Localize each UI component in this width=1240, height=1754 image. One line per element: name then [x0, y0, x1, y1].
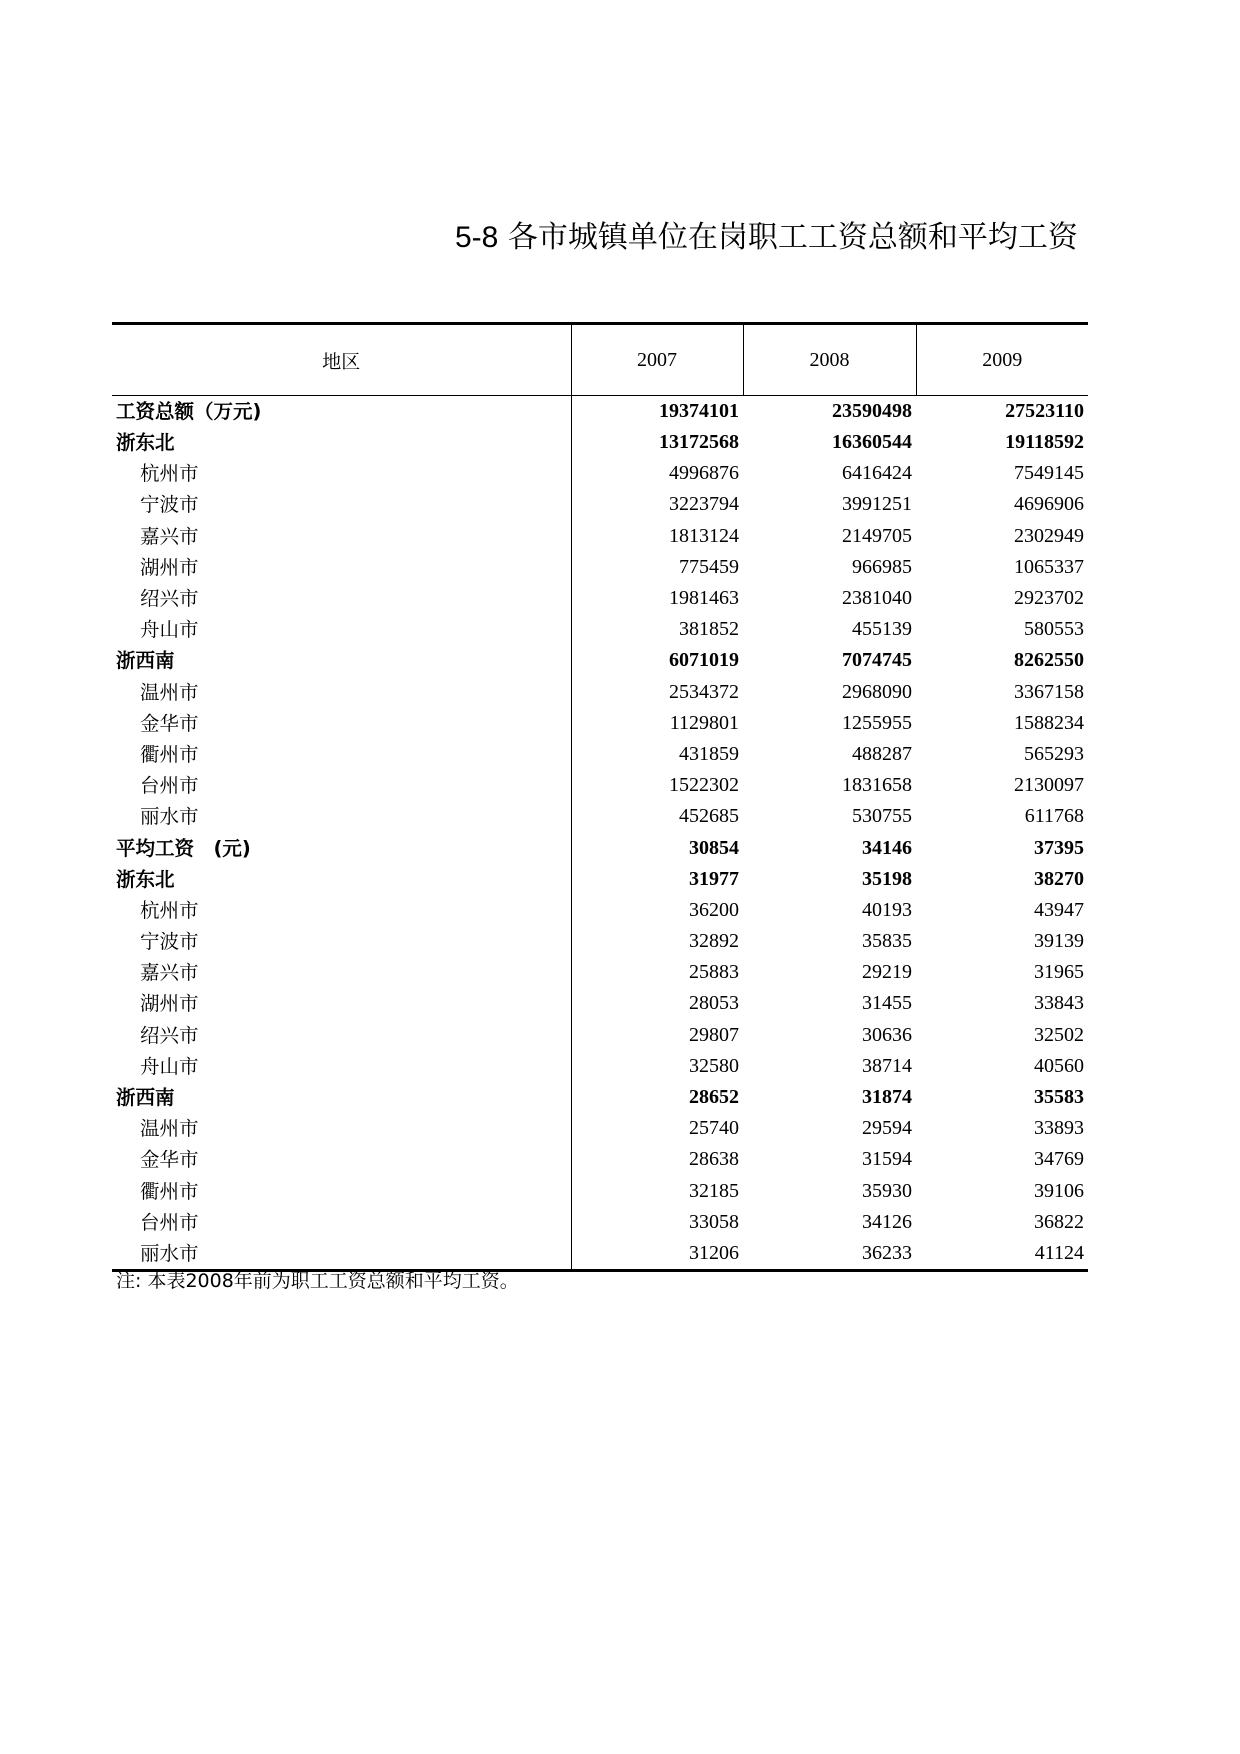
cell-2007: 4996876 — [669, 462, 739, 485]
row-label: 嘉兴市 — [112, 957, 571, 988]
row-label: 浙西南 — [112, 1082, 571, 1113]
cell-2009: 27523110 — [1005, 400, 1084, 422]
cell-2007: 1813124 — [669, 524, 739, 547]
cell-2007: 25740 — [689, 1117, 739, 1140]
table-row — [112, 1176, 1088, 1207]
table-row — [112, 521, 1088, 552]
cell-2007: 31977 — [689, 867, 739, 890]
cell-2008: 16360544 — [832, 431, 912, 454]
cell-2007: 6071019 — [669, 649, 739, 672]
row-label: 平均工资 (元) — [112, 832, 571, 863]
row-label: 温州市 — [112, 1113, 571, 1144]
cell-2007: 1129801 — [669, 711, 739, 734]
row-label: 舟山市 — [112, 1051, 571, 1082]
header-2007: 2007 — [571, 324, 743, 396]
cell-2009: 3367158 — [1014, 680, 1084, 703]
cell-2008: 35198 — [862, 867, 912, 890]
header-2008: 2008 — [743, 324, 916, 396]
cell-2007: 13172568 — [659, 431, 739, 454]
table-row — [112, 1051, 1088, 1082]
cell-2007: 19374101 — [659, 400, 739, 422]
row-label: 舟山市 — [112, 614, 571, 645]
cell-2009: 4696906 — [1014, 493, 1084, 516]
table-row — [112, 926, 1088, 957]
table-number: 5-8 — [455, 221, 499, 254]
table-row — [112, 1020, 1088, 1051]
cell-2009: 38270 — [1034, 867, 1084, 890]
table-body — [112, 396, 1088, 1271]
cell-2008: 6416424 — [842, 462, 912, 485]
cell-2007: 2534372 — [669, 680, 739, 703]
cell-2009: 611768 — [1024, 805, 1084, 828]
table-title-text: 各市城镇单位在岗职工工资总额和平均工资 — [507, 220, 1078, 255]
table-row — [112, 864, 1088, 895]
cell-2009: 35583 — [1034, 1086, 1084, 1109]
cell-2008: 1831658 — [842, 774, 912, 797]
cell-2007: 28638 — [689, 1148, 739, 1171]
row-label: 宁波市 — [112, 926, 571, 957]
cell-2008: 29594 — [862, 1117, 912, 1140]
row-label: 湖州市 — [112, 552, 571, 583]
cell-2008: 40193 — [862, 898, 912, 921]
cell-2007: 775459 — [679, 555, 739, 578]
cell-2009: 1065337 — [1014, 555, 1084, 578]
cell-2007: 32892 — [689, 930, 739, 953]
header-region: 地区 — [112, 324, 571, 396]
table-row — [112, 458, 1088, 489]
cell-2007: 1981463 — [669, 587, 739, 610]
table-row — [112, 708, 1088, 739]
cell-2009: 41124 — [916, 1238, 1088, 1271]
table-header — [112, 324, 1088, 396]
cell-2007: 32185 — [689, 1179, 739, 1202]
row-label: 浙西南 — [112, 645, 571, 676]
row-label: 台州市 — [112, 1207, 571, 1238]
cell-2008: 7074745 — [842, 649, 912, 672]
cell-2009: 2130097 — [1014, 774, 1084, 797]
table-row — [112, 801, 1088, 832]
cell-2008: 35835 — [862, 930, 912, 953]
cell-2008: 530755 — [852, 805, 912, 828]
cell-2009: 43947 — [1034, 898, 1084, 921]
row-label: 丽水市 — [112, 1238, 571, 1271]
cell-2009: 36822 — [1034, 1210, 1084, 1233]
table-row — [112, 427, 1088, 458]
cell-2007: 452685 — [679, 805, 739, 828]
cell-2008: 488287 — [852, 742, 912, 765]
cell-2008: 35930 — [862, 1179, 912, 1202]
cell-2009: 8262550 — [1014, 649, 1084, 672]
table-row — [112, 957, 1088, 988]
table-row — [112, 1144, 1088, 1175]
cell-2009: 565293 — [1024, 742, 1084, 765]
table-row — [112, 396, 1088, 428]
table-row — [112, 583, 1088, 614]
table-row — [112, 1082, 1088, 1113]
row-label: 宁波市 — [112, 489, 571, 520]
cell-2008: 36233 — [743, 1238, 916, 1271]
cell-2008: 23590498 — [832, 400, 912, 422]
cell-2008: 30636 — [862, 1023, 912, 1046]
cell-2007: 32580 — [689, 1054, 739, 1077]
cell-2007: 31206 — [571, 1238, 743, 1271]
cell-2008: 1255955 — [842, 711, 912, 734]
cell-2007: 36200 — [689, 898, 739, 921]
row-label: 浙东北 — [112, 864, 571, 895]
table-row — [112, 677, 1088, 708]
cell-2007: 1522302 — [669, 774, 739, 797]
cell-2009: 39139 — [1034, 930, 1084, 953]
table-row — [112, 770, 1088, 801]
cell-2009: 33843 — [1034, 992, 1084, 1015]
row-label: 丽水市 — [112, 801, 571, 832]
table-row — [112, 739, 1088, 770]
wage-table-container — [112, 322, 1088, 1272]
cell-2008: 2968090 — [842, 680, 912, 703]
wage-table — [112, 322, 1088, 1272]
cell-2009: 2302949 — [1014, 524, 1084, 547]
cell-2007: 29807 — [689, 1023, 739, 1046]
row-label: 杭州市 — [112, 895, 571, 926]
row-label: 浙东北 — [112, 427, 571, 458]
cell-2008: 31455 — [862, 992, 912, 1015]
table-row — [112, 1207, 1088, 1238]
row-label: 工资总额（万元) — [112, 396, 571, 428]
cell-2007: 33058 — [689, 1210, 739, 1233]
cell-2008: 455139 — [852, 618, 912, 641]
header-row — [112, 324, 1088, 396]
cell-2008: 34126 — [862, 1210, 912, 1233]
cell-2007: 28053 — [689, 992, 739, 1015]
row-label: 绍兴市 — [112, 583, 571, 614]
cell-2008: 2381040 — [842, 587, 912, 610]
cell-2009: 7549145 — [1014, 462, 1084, 485]
cell-2008: 38714 — [862, 1054, 912, 1077]
row-label: 金华市 — [112, 1144, 571, 1175]
row-label: 衢州市 — [112, 1176, 571, 1207]
cell-2008: 29219 — [862, 961, 912, 984]
cell-2009: 32502 — [1034, 1023, 1084, 1046]
table-row — [112, 645, 1088, 676]
table-row — [112, 489, 1088, 520]
cell-2009: 2923702 — [1014, 587, 1084, 610]
table-row — [112, 614, 1088, 645]
cell-2008: 2149705 — [842, 524, 912, 547]
cell-2009: 37395 — [1034, 836, 1084, 859]
table-row — [112, 552, 1088, 583]
cell-2009: 39106 — [1034, 1179, 1084, 1202]
cell-2009: 19118592 — [1005, 431, 1084, 454]
table-row — [112, 988, 1088, 1019]
table-row — [112, 1113, 1088, 1144]
cell-2007: 30854 — [689, 836, 739, 859]
cell-2007: 381852 — [679, 618, 739, 641]
cell-2009: 34769 — [1034, 1148, 1084, 1171]
row-label: 绍兴市 — [112, 1020, 571, 1051]
row-label: 嘉兴市 — [112, 521, 571, 552]
cell-2008: 3991251 — [842, 493, 912, 516]
row-label: 台州市 — [112, 770, 571, 801]
table-footnote: 注: 本表2008年前为职工工资总额和平均工资。 — [116, 1270, 519, 1292]
cell-2007: 431859 — [679, 742, 739, 765]
row-label: 金华市 — [112, 708, 571, 739]
cell-2007: 3223794 — [669, 493, 739, 516]
row-label: 杭州市 — [112, 458, 571, 489]
cell-2009: 40560 — [1034, 1054, 1084, 1077]
row-label: 温州市 — [112, 677, 571, 708]
table-row — [112, 895, 1088, 926]
table-row — [112, 832, 1088, 863]
header-2009: 2009 — [916, 324, 1088, 396]
cell-2009: 33893 — [1034, 1117, 1084, 1140]
cell-2008: 966985 — [852, 555, 912, 578]
row-label: 衢州市 — [112, 739, 571, 770]
cell-2009: 31965 — [1034, 961, 1084, 984]
cell-2008: 34146 — [862, 836, 912, 859]
cell-2009: 1588234 — [1014, 711, 1084, 734]
cell-2009: 580553 — [1024, 618, 1084, 641]
cell-2008: 31874 — [862, 1086, 912, 1109]
row-label: 湖州市 — [112, 988, 571, 1019]
cell-2007: 28652 — [689, 1086, 739, 1109]
page-title — [455, 216, 1095, 260]
cell-2007: 25883 — [689, 961, 739, 984]
cell-2008: 31594 — [862, 1148, 912, 1171]
